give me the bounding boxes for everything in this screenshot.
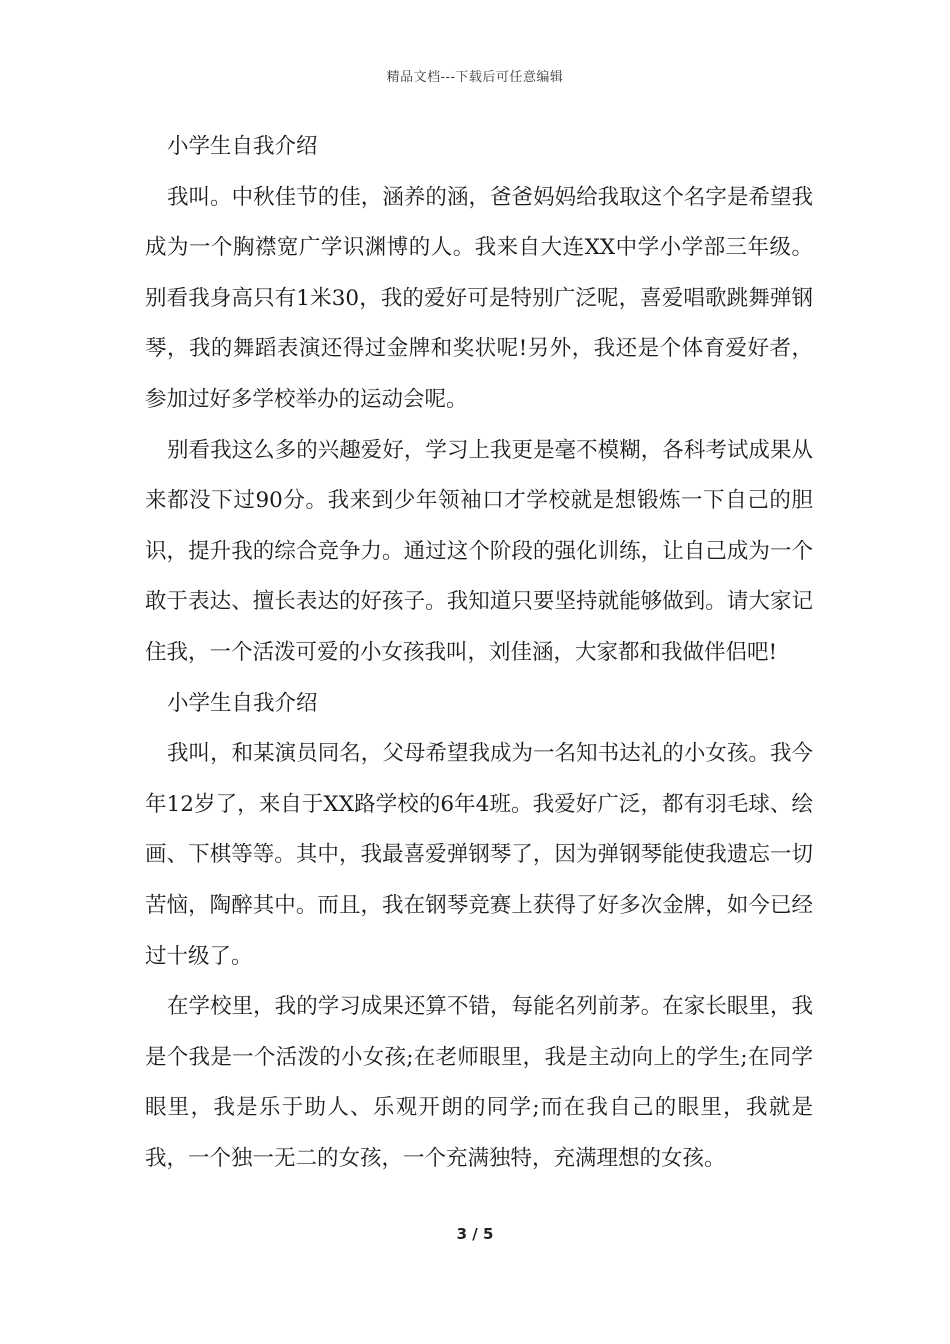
section-title: 小学生自我介绍 — [167, 690, 318, 716]
document-body — [145, 122, 813, 1184]
paragraph: 别看我这么多的兴趣爱好，学习上我更是毫不模糊，各科考试成果从来都没下过90分。我来到少年领袖口才学校就是想锻炼一下自己的胆识，提升我的综合竞争力。通过这个阶段的强化训练，让自己成为一个敢于表达、擅长表达的好孩子。我知道只要坚持就能够做到。请大家记住我，一个活泼可爱的小女孩我叫，刘佳涵，大家都和我做伴侣吧! — [145, 437, 813, 665]
page-number: 3 / 5 — [456, 1225, 494, 1243]
section-2 — [145, 679, 813, 1185]
section-title: 小学生自我介绍 — [167, 134, 318, 159]
paragraph: 我叫。中秋佳节的佳，涵养的涵，爸爸妈妈给我取这个名字是希望我成为一个胸襟宽广学识渊博的人。我来自大连XX中学小学部三年级。别看我身高只有1米30，我的爱好可是特别广泛呢，喜爱唱歌跳舞弹钢琴，我的舞蹈表演还得过金牌和奖状呢!另外，我还是个体育爱好者，参加过好多学校举办的运动会呢。 — [145, 184, 813, 412]
section-1 — [145, 122, 813, 679]
page-header: 精品文档---下载后可任意编辑 — [386, 70, 564, 85]
paragraph: 我叫，和某演员同名，父母希望我成为一名知书达礼的小女孩。我今年12岁了，来自于XX路学校的6年4班。我爱好广泛，都有羽毛球、绘画、下棋等等。其中，我最喜爱弹钢琴了，因为弹钢琴能使我遗忘一切苦恼，陶醉其中。而且，我在钢琴竞赛上获得了好多次金牌，如今已经过十级了。 — [145, 741, 813, 969]
paragraph: 在学校里，我的学习成果还算不错，每能名列前茅。在家长眼里，我是个我是一个活泼的小女孩;在老师眼里，我是主动向上的学生;在同学眼里，我是乐于助人、乐观开朗的同学;而在我自己的眼里，我就是我，一个独一无二的女孩，一个充满独特，充满理想的女孩。 — [145, 994, 813, 1171]
